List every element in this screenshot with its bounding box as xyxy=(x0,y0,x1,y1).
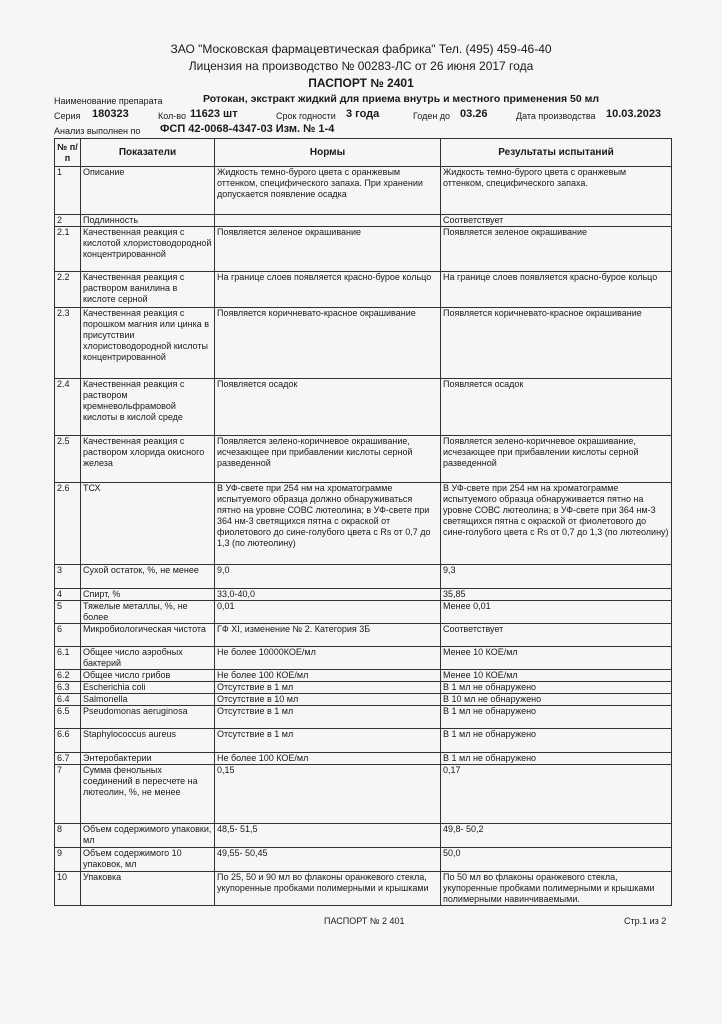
row-number: 2.6 xyxy=(55,483,81,565)
row-indicator: Спирт, % xyxy=(81,589,215,601)
col-result-header: Результаты испытаний xyxy=(441,139,672,167)
series-label: Серия xyxy=(54,111,81,121)
col-number-header: № п/п xyxy=(55,139,81,167)
row-norm: 48,5- 51,5 xyxy=(215,824,441,848)
row-indicator: Объем содержимого упаковки, мл xyxy=(81,824,215,848)
row-norm: Отсутствие в 1 мл xyxy=(215,729,441,753)
row-indicator: Объем содержимого 10 упаковок, мл xyxy=(81,848,215,872)
production-date-value: 10.03.2023 xyxy=(606,108,662,120)
row-norm: ГФ XI, изменение № 2. Категория 3Б xyxy=(215,624,441,647)
shelf-life-label: Срок годности xyxy=(276,111,336,121)
row-norm: Не более 10000КОЕ/мл xyxy=(215,647,441,670)
row-norm: Отсутствие в 1 мл xyxy=(215,706,441,729)
row-result: Появляется зеленое окрашивание xyxy=(441,227,672,272)
row-norm: Появляется осадок xyxy=(215,379,441,436)
row-number: 2.4 xyxy=(55,379,81,436)
row-result: В УФ-свете при 254 нм на хроматограмме испытуемого образца обнаруживается пятно на уровне СОВС лютеолина; в УФ-свете при 364 нм-3 светящихся пятна с окраской от фиолетового до сине-голубого цвета с Rs от 0,7 до 1,3 (по лютеолину) xyxy=(441,483,672,565)
row-indicator: Escherichia coli xyxy=(81,682,215,694)
table-row xyxy=(55,227,672,272)
row-number: 6.7 xyxy=(55,753,81,765)
table-row xyxy=(55,215,672,227)
row-norm: Появляется зелено-коричневое окрашивание, исчезающее при прибавлении кислоты серной разведенной xyxy=(215,436,441,483)
col-indicator-header: Показатели xyxy=(81,139,215,167)
row-norm: Не более 100 КОЕ/мл xyxy=(215,670,441,682)
table-row xyxy=(55,706,672,729)
row-result: Менее 10 КОЕ/мл xyxy=(441,670,672,682)
table-row xyxy=(55,624,672,647)
row-result: Жидкость темно-бурого цвета с оранжевым оттенком, специфического запаха. xyxy=(441,167,672,215)
row-norm: Появляется коричневато-красное окрашивание xyxy=(215,308,441,379)
row-norm: Отсутствие в 10 мл xyxy=(215,694,441,706)
table-row xyxy=(55,379,672,436)
row-number: 9 xyxy=(55,848,81,872)
row-result: В 10 мл не обнаружено xyxy=(441,694,672,706)
row-number: 6.6 xyxy=(55,729,81,753)
row-indicator: Качественная реакция с порошком магния или цинка в присутствии хлористоводородной кислоты концентрированной xyxy=(81,308,215,379)
row-norm: 9,0 xyxy=(215,565,441,589)
table-row xyxy=(55,589,672,601)
row-number: 4 xyxy=(55,589,81,601)
row-norm: Не более 100 КОЕ/мл xyxy=(215,753,441,765)
row-number: 6.4 xyxy=(55,694,81,706)
row-number: 2 xyxy=(55,215,81,227)
row-result: Менее 0,01 xyxy=(441,601,672,624)
quantity-label: Кол-во xyxy=(158,111,186,121)
row-result: Появляется коричневато-красное окрашивание xyxy=(441,308,672,379)
row-result: 9,3 xyxy=(441,565,672,589)
drug-name-label: Наименование препарата xyxy=(54,96,163,106)
drug-name-value: Ротокан, экстракт жидкий для приема внутрь и местного применения 50 мл xyxy=(203,93,600,105)
table-row xyxy=(55,601,672,624)
row-number: 6.1 xyxy=(55,647,81,670)
row-number: 2.1 xyxy=(55,227,81,272)
row-indicator: Подлинность xyxy=(81,215,215,227)
row-number: 8 xyxy=(55,824,81,848)
row-indicator: Сухой остаток, %, не менее xyxy=(81,565,215,589)
valid-until-label: Годен до xyxy=(413,111,451,121)
page-number: Стр.1 из 2 xyxy=(624,916,667,926)
table-row xyxy=(55,729,672,753)
row-number: 6.3 xyxy=(55,682,81,694)
row-indicator: Pseudomonas aeruginosa xyxy=(81,706,215,729)
row-number: 2.2 xyxy=(55,272,81,308)
row-norm xyxy=(215,215,441,227)
row-number: 2.3 xyxy=(55,308,81,379)
row-number: 6.2 xyxy=(55,670,81,682)
row-number: 1 xyxy=(55,167,81,215)
document-title: ПАСПОРТ № 2401 xyxy=(308,76,414,90)
row-norm: Жидкость темно-бурого цвета с оранжевым оттенком, специфического запаха. При хранении допускается появление осадка xyxy=(215,167,441,215)
row-result: 0,17 xyxy=(441,765,672,824)
row-result: Появляется зелено-коричневое окрашивание, исчезающее при прибавлении кислоты серной разведенной xyxy=(441,436,672,483)
row-indicator: Общее число аэробных бактерий xyxy=(81,647,215,670)
analysis-label: Анализ выполнен по xyxy=(54,126,141,136)
row-indicator: Качественная реакция с раствором ванилина в кислоте серной xyxy=(81,272,215,308)
row-norm: 0,15 xyxy=(215,765,441,824)
row-number: 3 xyxy=(55,565,81,589)
analysis-value: ФСП 42-0068-4347-03 Изм. № 1-4 xyxy=(160,123,335,135)
table-row xyxy=(55,848,672,872)
row-result: В 1 мл не обнаружено xyxy=(441,706,672,729)
company-line: ЗАО "Московская фармацевтическая фабрика" Тел. (495) 459-46-40 xyxy=(170,42,552,56)
table-row xyxy=(55,565,672,589)
row-result: В 1 мл не обнаружено xyxy=(441,753,672,765)
row-result: 35,85 xyxy=(441,589,672,601)
row-norm: 0,01 xyxy=(215,601,441,624)
table-row xyxy=(55,670,672,682)
row-indicator: Salmonella xyxy=(81,694,215,706)
row-result: В 1 мл не обнаружено xyxy=(441,682,672,694)
row-result: В 1 мл не обнаружено xyxy=(441,729,672,753)
table-row xyxy=(55,824,672,848)
table-row xyxy=(55,647,672,670)
series-value: 180323 xyxy=(92,108,129,120)
row-indicator: Упаковка xyxy=(81,872,215,906)
row-number: 2.5 xyxy=(55,436,81,483)
table-row xyxy=(55,308,672,379)
table-row xyxy=(55,753,672,765)
row-indicator: ТСХ xyxy=(81,483,215,565)
row-number: 6.5 xyxy=(55,706,81,729)
table-row xyxy=(55,682,672,694)
row-number: 6 xyxy=(55,624,81,647)
row-indicator: Качественная реакция с раствором кремневольфрамовой кислоты в кислой среде xyxy=(81,379,215,436)
row-result: Менее 10 КОЕ/мл xyxy=(441,647,672,670)
row-indicator: Описание xyxy=(81,167,215,215)
row-indicator: Staphylococcus aureus xyxy=(81,729,215,753)
row-norm: В УФ-свете при 254 нм на хроматограмме испытуемого образца должно обнаруживаться пятно на уровне СОВС лютеолина; в УФ-свете при 364 нм-3 светящихся пятна с окраской от фиолетового до сине-голубого цвета с Rs от 0,7 до 1,3 (по лютеолину) xyxy=(215,483,441,565)
row-number: 10 xyxy=(55,872,81,906)
row-norm: По 25, 50 и 90 мл во флаконы оранжевого стекла, укупоренные пробками полимерными и крышками xyxy=(215,872,441,906)
row-indicator: Качественная реакция с кислотой хлористоводородной концентрированной xyxy=(81,227,215,272)
row-result: На границе слоев появляется красно-бурое кольцо xyxy=(441,272,672,308)
table-row xyxy=(55,694,672,706)
table-row xyxy=(55,436,672,483)
row-number: 7 xyxy=(55,765,81,824)
row-indicator: Общее число грибов xyxy=(81,670,215,682)
row-indicator: Качественная реакция с раствором хлорида окисного железа xyxy=(81,436,215,483)
row-result: Соответствует xyxy=(441,624,672,647)
license-line: Лицензия на производство № 00283-ЛС от 26 июня 2017 года xyxy=(188,59,534,73)
row-indicator: Микробиологическая чистота xyxy=(81,624,215,647)
row-indicator: Сумма фенольных соединений в пересчете на лютеолин, %, не менее xyxy=(81,765,215,824)
table-header-row xyxy=(55,139,672,167)
row-norm: Отсутствие в 1 мл xyxy=(215,682,441,694)
row-result: По 50 мл во флаконы оранжевого стекла, укупоренные пробками полимерными и крышками полимерными навинчиваемыми. xyxy=(441,872,672,906)
row-norm: На границе слоев появляется красно-бурое кольцо xyxy=(215,272,441,308)
row-indicator: Энтеробактерии xyxy=(81,753,215,765)
shelf-life-value: 3 года xyxy=(346,108,380,120)
row-norm: 49,55- 50,45 xyxy=(215,848,441,872)
row-norm: Появляется зеленое окрашивание xyxy=(215,227,441,272)
table-row xyxy=(55,167,672,215)
row-result: 50,0 xyxy=(441,848,672,872)
valid-until-value: 03.26 xyxy=(460,108,488,120)
table-row xyxy=(55,272,672,308)
row-indicator: Тяжелые металлы, %, не более xyxy=(81,601,215,624)
col-norm-header: Нормы xyxy=(215,139,441,167)
table-row xyxy=(55,765,672,824)
row-result: Появляется осадок xyxy=(441,379,672,436)
production-date-label: Дата производства xyxy=(516,111,596,121)
table-row xyxy=(55,872,672,906)
footer-passport-number: ПАСПОРТ № 2 401 xyxy=(324,916,405,926)
row-result: Соответствует xyxy=(441,215,672,227)
results-table xyxy=(54,138,672,906)
table-row xyxy=(55,483,672,565)
row-norm: 33,0-40,0 xyxy=(215,589,441,601)
row-number: 5 xyxy=(55,601,81,624)
row-result: 49,8- 50,2 xyxy=(441,824,672,848)
quantity-value: 11623 шт xyxy=(190,108,238,120)
